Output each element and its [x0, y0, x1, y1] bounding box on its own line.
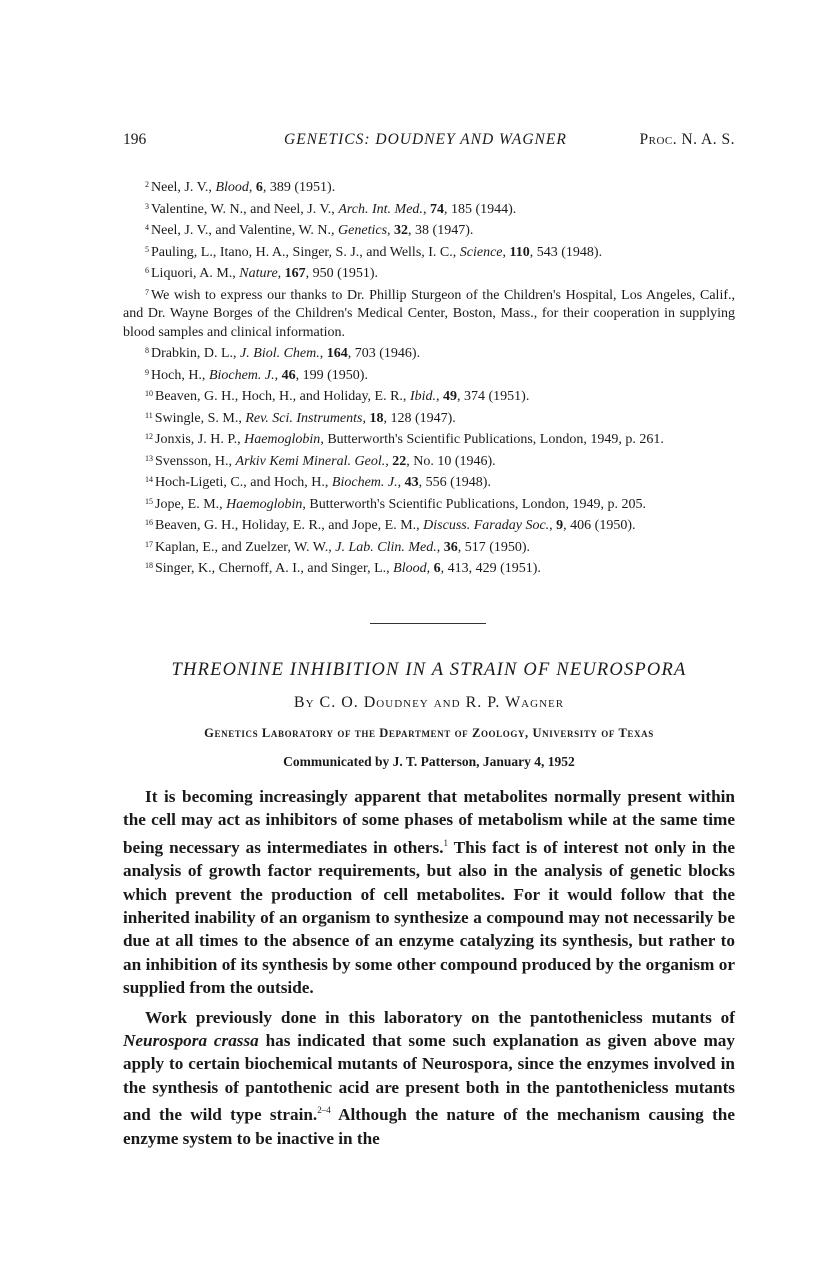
- reference-volume: 9: [556, 518, 564, 533]
- section-divider: [370, 623, 486, 624]
- reference-number: 6: [145, 266, 149, 275]
- reference-volume: 32: [394, 223, 409, 238]
- reference-number: 11: [145, 410, 153, 420]
- reference-number: 4: [145, 223, 149, 232]
- reference-number: 13: [145, 453, 153, 463]
- reference-source: Discuss. Faraday Soc.: [423, 518, 550, 533]
- reference-item: $^6$ Liquori, A. M., Nature, 167, 950 (1951).: [145, 266, 378, 281]
- footnote-ref: 1: [443, 837, 449, 848]
- reference-list: [123, 176, 735, 579]
- journal-abbrev: Proc. N. A. S.: [639, 131, 735, 148]
- reference-source: Genetics: [338, 223, 388, 238]
- reference-volume: 167: [284, 266, 306, 281]
- reference-number: 14: [145, 475, 153, 484]
- reference-item: $^9$ Hoch, H., Biochem. J., 46, 199 (1950).: [145, 367, 368, 383]
- reference-item: $^{15}$ Jope, E. M., Haemoglobin, Butterworth's Scientific Publications, London, 1949, p. 205.: [145, 496, 646, 512]
- reference-number: 5: [145, 244, 149, 254]
- reference-item: $^2$ Neel, J. V., Blood, 6, 389 (1951).: [145, 180, 336, 195]
- reference-source: Ibid.: [409, 389, 436, 404]
- reference-source: Blood: [215, 180, 249, 195]
- reference-source: Science: [459, 244, 503, 260]
- reference-item: $^3$ Valentine, W. N., and Neel, J. V., Arch. Int. Med., 74, 185 (1944).: [145, 201, 517, 217]
- reference-volume: 49: [443, 389, 457, 404]
- reference-number: 18: [145, 561, 153, 570]
- reference-item: $^{13}$ Svensson, H., Arkiv Kemi Mineral. Geol., 22, No. 10 (1946).: [145, 453, 496, 469]
- reference-number: 7: [145, 287, 149, 297]
- article-body: [123, 785, 735, 1156]
- reference-source: Rev. Sci. Instruments: [245, 410, 363, 426]
- reference-item: $^{10}$ Beaven, G. H., Hoch, H., and Holiday, E. R., Ibid., 49, 374 (1951).: [145, 389, 530, 404]
- footnote-ref: 2–4: [317, 1105, 331, 1116]
- reference-number: 15: [145, 496, 153, 506]
- reference-source: J. Biol. Chem.: [240, 346, 320, 361]
- reference-item: $^{17}$ Kaplan, E., and Zuelzer, W. W., J. Lab. Clin. Med., 36, 517 (1950).: [145, 539, 531, 555]
- reference-source: Arkiv Kemi Mineral. Geol.: [235, 453, 386, 469]
- article-title: THREONINE INHIBITION IN A STRAIN OF NEUROSPORA: [171, 660, 687, 680]
- reference-number: 12: [145, 432, 153, 441]
- reference-number: 10: [145, 389, 153, 398]
- reference-volume: 36: [443, 539, 458, 555]
- running-header: [123, 131, 735, 151]
- reference-number: 9: [145, 367, 149, 377]
- reference-volume: 74: [429, 201, 444, 217]
- reference-item: $^{12}$ Jonxis, J. H. P., Haemoglobin, Butterworth's Scientific Publications, London, 1949, p. 261.: [145, 432, 664, 447]
- reference-item: $^{18}$ Singer, K., Chernoff, A. I., and Singer, L., Blood, 6, 413, 429 (1951).: [145, 561, 541, 576]
- reference-volume: 110: [509, 244, 530, 260]
- reference-item: $^8$ Drabkin, D. L., J. Biol. Chem., 164, 703 (1946).: [145, 346, 421, 361]
- reference-volume: 22: [392, 453, 407, 469]
- reference-item: $^4$ Neel, J. V., and Valentine, W. N., Genetics, 32, 38 (1947).: [145, 223, 474, 238]
- reference-item: $^5$ Pauling, L., Itano, H. A., Singer, S. J., and Wells, I. C., Science, 110, 543 (1948).: [145, 244, 603, 260]
- article-byline: By C. O. Doudney and R. P. Wagner: [293, 694, 565, 711]
- species-name: Neurospora crassa: [123, 1031, 259, 1051]
- reference-volume: 6: [433, 561, 441, 576]
- reference-source: J. Lab. Clin. Med.: [335, 539, 437, 555]
- reference-number: 16: [145, 518, 153, 527]
- reference-item: $^7$ We wish to express our thanks to Dr. Phillip Sturgeon of the Children's Hospital, Los Angeles, Calif., and Dr. Wayne Borges of the Children's Medical Center, Boston, Mass., for their cooperation in supplying blood samples and clinical information.: [123, 287, 735, 340]
- paragraph-2: Work previously done in this laboratory on the pantothenicless mutants of Neurospora crassa has indicated that some such explanation as given above may apply to certain biochemical mutants of Neurospora, since the enzymes involved in the synthesis of pantothenic acid are present both in the pantothenicless mutants and the wild type strain.$^{2-4}$ Although the nature of the mechanism causing the enzyme system to be inactive in the: [123, 1007, 735, 1148]
- reference-number: 2: [145, 180, 149, 189]
- reference-item: $^{16}$ Beaven, G. H., Holiday, E. R., and Jope, E. M., Discuss. Faraday Soc., 9, 406 (1950).: [145, 518, 636, 533]
- reference-volume: 46: [281, 367, 296, 383]
- reference-item: $^{14}$ Hoch-Ligeti, C., and Hoch, H., Biochem. J., 43, 556 (1948).: [145, 475, 491, 490]
- reference-volume: 18: [369, 410, 384, 426]
- reference-number: 17: [145, 539, 153, 549]
- reference-volume: 6: [255, 180, 263, 195]
- reference-volume: 43: [404, 475, 419, 490]
- reference-source: Blood: [393, 561, 427, 576]
- reference-volume: 164: [326, 346, 348, 361]
- reference-item: $^{11}$ Swingle, S. M., Rev. Sci. Instruments, 18, 128 (1947).: [145, 410, 456, 426]
- reference-number: 8: [145, 346, 149, 355]
- reference-source: Haemoglobin: [244, 432, 321, 447]
- reference-source: Biochem. J.: [208, 367, 275, 383]
- running-title: GENETICS: DOUDNEY AND WAGNER: [284, 131, 567, 148]
- communicated-by: Communicated by J. T. Patterson, January 4, 1952: [283, 754, 575, 769]
- paragraph-1: It is becoming increasingly apparent that metabolites normally present within the cell may act as inhibitors of some phases of metabolism while at the same time being necessary as intermediates in others.$^1$ This fact is of interest not only in the analysis of growth factor requirements, but also in the analysis of genetic blocks which prevent the production of cell metabolites. For it would follow that the inherited inability of an organism to synthesize a compound may not necessarily be due at all times to the absence of an enzyme catalyzing its synthesis, but rather to an inhibition of its synthesis by some other compound produced by the organism or supplied from the outside.: [123, 787, 735, 998]
- page-number: 196: [123, 131, 147, 148]
- article-affiliation: Genetics Laboratory of the Department of Zoology, University of Texas: [204, 726, 654, 740]
- reference-source: Nature: [239, 266, 278, 281]
- reference-number: 3: [145, 201, 149, 211]
- reference-source: Biochem. J.: [331, 475, 398, 490]
- reference-source: Arch. Int. Med.: [338, 201, 423, 217]
- reference-source: Haemoglobin: [226, 496, 303, 512]
